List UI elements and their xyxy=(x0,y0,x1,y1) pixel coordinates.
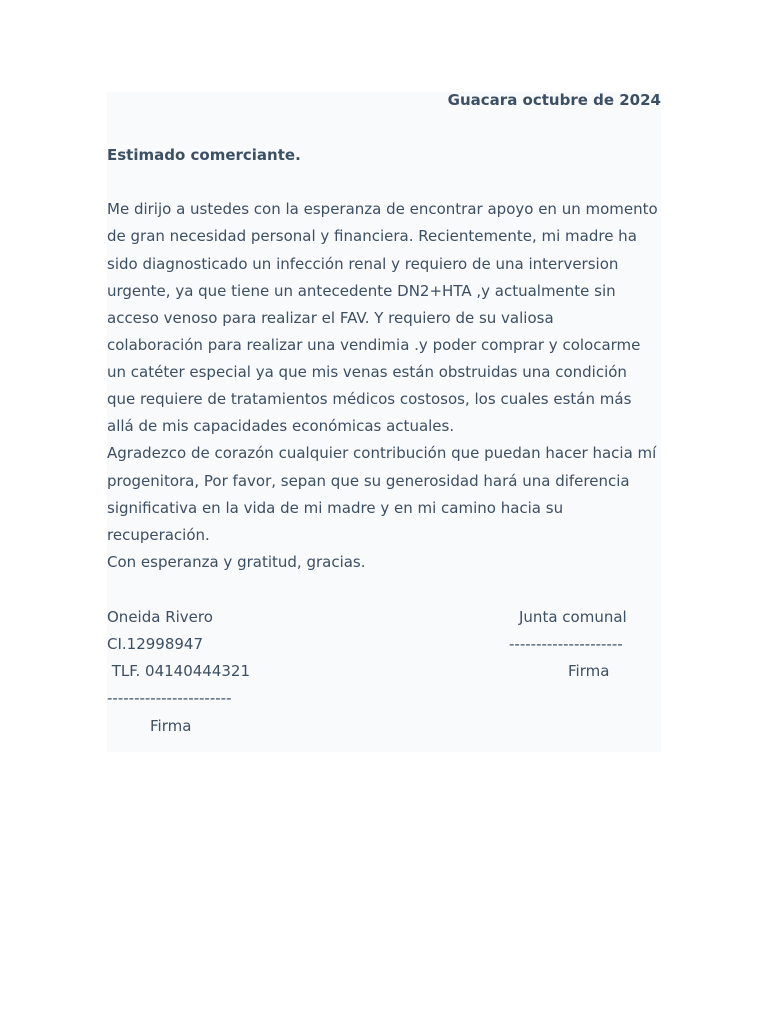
body-line: acceso venoso para realizar el FAV. Y requiero de su valiosa xyxy=(107,309,554,327)
signer-signature-line: ----------------------- xyxy=(107,689,232,707)
body-line: que requiere de tratamientos médicos costosos, los cuales están más xyxy=(107,390,632,408)
body-line: un catéter especial ya que mis venas están obstruidas una condición xyxy=(107,363,627,381)
council-signature-line: --------------------- xyxy=(509,635,623,653)
body-line: recuperación. xyxy=(107,526,210,544)
body-line: Con esperanza y gratitud, gracias. xyxy=(107,553,366,571)
body-line: colaboración para realizar una vendimia .y poder comprar y colocarme xyxy=(107,336,641,354)
signer-ci: CI.12998947 xyxy=(107,635,204,653)
council-signature-label: Firma xyxy=(568,662,610,680)
body-line: Me dirijo a ustedes con la esperanza de encontrar apoyo en un momento xyxy=(107,200,658,218)
body-line: sido diagnosticado un infección renal y requiero de una interversion xyxy=(107,255,619,273)
signer-signature-label: Firma xyxy=(150,717,192,735)
council-name: Junta comunal xyxy=(519,608,627,626)
signer-name: Oneida Rivero xyxy=(107,608,213,626)
salutation: Estimado comerciante. xyxy=(107,146,301,164)
body-line: progenitora, Por favor, sepan que su generosidad hará una diferencia xyxy=(107,472,630,490)
body-line: de gran necesidad personal y financiera. Recientemente, mi madre ha xyxy=(107,227,637,245)
signer-phone: TLF. 04140444321 xyxy=(107,662,251,680)
body-line: significativa en la vida de mi madre y en mi camino hacia su xyxy=(107,499,564,517)
letter-date: Guacara octubre de 2024 xyxy=(447,91,661,109)
body-line: urgente, ya que tiene un antecedente DN2+HTA ,y actualmente sin xyxy=(107,282,616,300)
body-line: Agradezco de corazón cualquier contribución que puedan hacer hacia mí xyxy=(107,444,657,462)
body-line: allá de mis capacidades económicas actuales. xyxy=(107,417,455,435)
